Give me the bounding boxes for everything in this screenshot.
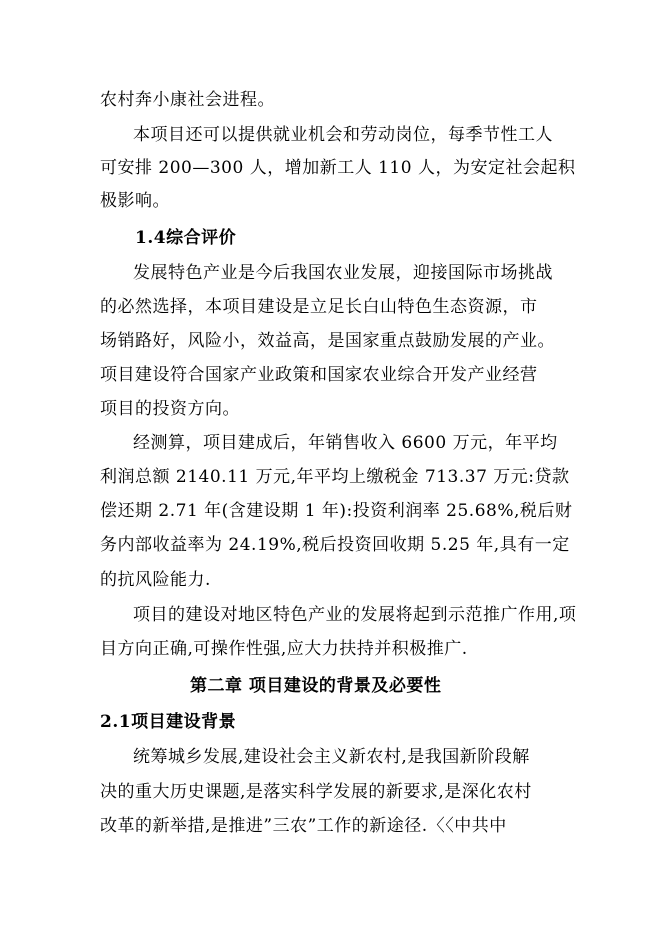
paragraph-line: 经测算，项目建成后，年销售收入 6600 万元，年平均 (133, 433, 558, 453)
paragraph-line: 本项目还可以提供就业机会和劳动岗位，每季节性工人 (133, 125, 553, 145)
paragraph-line: 改革的新举措,是推进”三农”工作的新途径.〈〈中共中 (100, 816, 507, 836)
chapter-title: 第二章 项目建设的背景及必要性 (190, 676, 442, 696)
paragraph-line: 利润总额 2140.11 万元,年平均上缴税金 713.37 万元:贷款 (100, 467, 570, 487)
paragraph-line: 统筹城乡发展,建设社会主义新农村,是我国新阶段解 (133, 747, 530, 767)
paragraph-line: 项目的建设对地区特色产业的发展将起到示范推广作用,项 (133, 605, 577, 625)
paragraph-line: 目方向正确,可操作性强,应大力扶持并积极推广. (100, 639, 468, 659)
paragraph-line: 可安排 200—300 人，增加新工人 110 人，为安定社会起积 (100, 158, 576, 178)
paragraph-line: 项目的投资方向。 (100, 399, 240, 419)
paragraph-line: 的必然选择，本项目建设是立足长白山特色生态资源，市 (100, 297, 538, 317)
section-heading: 1.4综合评价 (135, 228, 237, 248)
paragraph-line: 务内部收益率为 24.19%,税后投资回收期 5.25 年,具有一定 (100, 535, 570, 555)
paragraph-line: 发展特色产业是今后我国农业发展，迎接国际市场挑战 (133, 263, 553, 283)
paragraph-line: 决的重大历史课题,是落实科学发展的新要求,是深化农村 (100, 782, 532, 802)
paragraph-line: 农村奔小康社会进程。 (100, 90, 275, 110)
paragraph-line: 极影响。 (100, 191, 170, 211)
paragraph-line: 项目建设符合国家产业政策和国家农业综合开发产业经营 (100, 365, 538, 385)
paragraph-line: 偿还期 2.71 年(含建设期 1 年):投资利润率 25.68%,税后财 (100, 501, 573, 521)
section-heading: 2.1项目建设背景 (100, 712, 237, 732)
paragraph-line: 的抗风险能力. (100, 570, 211, 590)
paragraph-line: 场销路好，风险小，效益高，是国家重点鼓励发展的产业。 (100, 331, 555, 351)
